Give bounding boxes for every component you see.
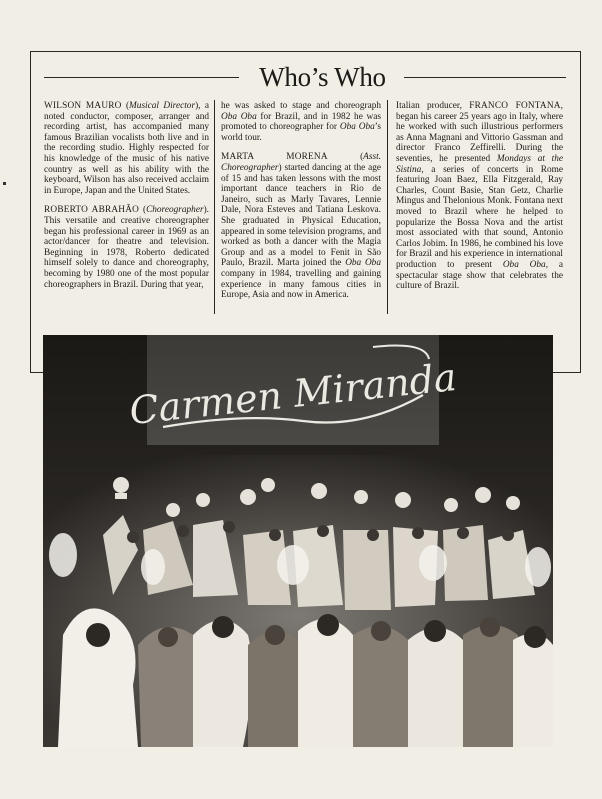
title-rule-left: [44, 77, 239, 78]
person-name: ROBERTO ABRAHÃO: [44, 205, 140, 216]
column-1: [44, 101, 209, 299]
person-role: Musical Director: [129, 101, 196, 111]
show-title: Oba Oba: [502, 259, 546, 270]
column-divider-2: [387, 100, 388, 314]
sign-text: Carmen Miranda: [127, 354, 459, 434]
show-title: Oba Oba: [221, 111, 257, 122]
bio-marta-morena: MARTA MORENA (Asst. Choreographer) started dancing at the age of 15 and has taken lessons with the most important dance teachers in Rio de Janeiro, such as Marly Tavares, Lennie Dale, Nora Esteves and Tatiana Leskova. She graduated in Physical Education, appeared in some television programs, and worked as both a dancer with the Magia Group and as a model to Fenit in São Paulo, Brazil. Marta joined the Oba Oba company in 1984, travelling and gaining experience in many famous cities in Europe, Asia and now in America.: [221, 152, 381, 301]
person-name: MARTA MORENA: [221, 152, 328, 163]
page-title: Who’s Who: [259, 62, 386, 92]
column-3: [396, 101, 563, 301]
bio-franco-fontana: Italian producer, FRANCO FONTANA, began his career 25 years ago in Italy, where he worked with such illustrious performers as Anna Magnani and Vittorio Gassman and director Franco Zeffirelli. During the seventies, he presented Mondays at the Sistina, a series of concerts in Rome featuring Joan Baez, Ella Fitzgerald, Ray Charles, Count Basie, Stan Getz, Charlie Mingus and Thelonious Monk. Fontana next moved to Brazil where he helped to popularize the Bossa Nova and the artist most associated with that sound, Antonio Carlos Jobim. In 1986, he combined his love for Brazil and his experience in international production to present Oba Oba, a spectacular stage show that celebrates the culture of Brazil.: [396, 101, 563, 292]
show-title: Oba Oba: [345, 258, 381, 269]
person-role: Asst. Choreographer: [221, 152, 381, 173]
stage-photo: [43, 335, 553, 747]
title-row: [44, 60, 566, 94]
series-title: Mondays at the Sistina: [396, 153, 563, 175]
person-name: WILSON MAURO: [44, 101, 122, 111]
show-title: Oba Oba: [339, 122, 375, 133]
bio-wilson-mauro: WILSON MAURO (Musical Director), a noted conductor, composer, arranger and recording artist, has accompanied many famous Brazilian vocalists both live and in the recording studio. Highly respected for his knowledge of the music of his native country as well as his ability with the keyboard, Wilson has also received acclaim in Europe, Japan and the United States.: [44, 101, 209, 196]
stage-photo-illustration: [43, 335, 553, 747]
bio-roberto-abrahao-cont: he was asked to stage and choreograph Oba Oba for Brazil, and in 1982 he was promoted to choreographer for Oba Oba’s world tour.: [221, 101, 381, 143]
edge-mark: [3, 182, 6, 185]
column-2: [221, 101, 381, 310]
column-divider-1: [214, 100, 215, 314]
person-name: FRANCO FONTANA: [469, 101, 561, 111]
bio-roberto-abrahao: ROBERTO ABRAHÃO (Choreographer). This versatile and creative choreographer began his professional career in 1969 as an actor/dancer for theatre and television. Beginning in 1978, Roberto dedicated himself solely to dance and choreography, becoming by 1980 one of the most popular choreographers in Brazil. During that year,: [44, 205, 209, 290]
title-rule-right: [404, 77, 566, 78]
person-role: Choreographer: [146, 205, 204, 216]
carmen-miranda-sign: [127, 335, 458, 445]
